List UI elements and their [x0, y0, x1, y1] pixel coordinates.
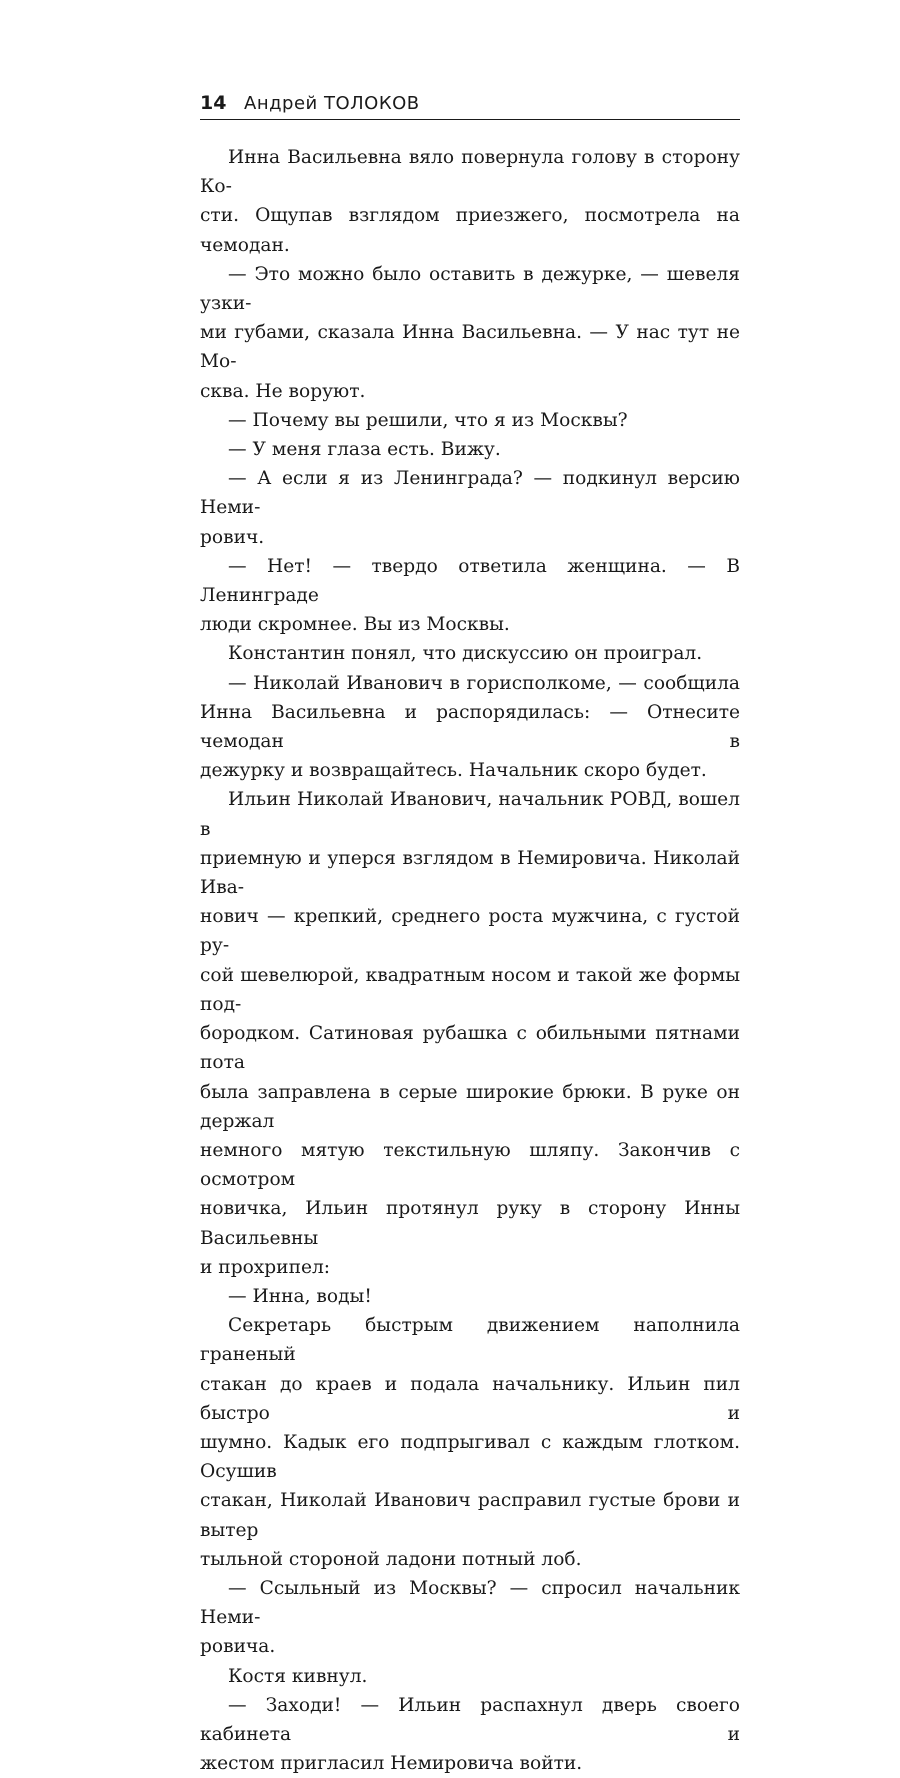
text-line: стакан, Николай Иванович расправил густые брови и вытер — [200, 1490, 740, 1541]
text-line: Инна Васильевна вяло повернула голову в сторону Ко- — [200, 147, 740, 198]
text-line: Секретарь быстрым движением наполнила граненый — [200, 1315, 740, 1366]
text-line: — Нет! — твердо ответила женщина. — В Ленинграде — [200, 555, 740, 607]
text-line: — Николай Иванович в горисполкоме, — сообщила — [228, 672, 740, 694]
text-line: нович — крепкий, среднего роста мужчина, с густой ру- — [200, 906, 740, 957]
text-line: ровича. — [200, 1636, 276, 1658]
text-line: — А если я из Ленинграда? — подкинул версию Неми- — [200, 468, 740, 519]
text-line: Ильин Николай Иванович, начальник РОВД, вошел в — [200, 789, 740, 840]
text-line: ми губами, сказала Инна Васильевна. — У нас тут не Мо- — [200, 322, 740, 373]
running-head: Андрей ТОЛОКОВ — [244, 93, 420, 114]
text-line: новичка, Ильин протянул руку в сторону Инны Васильевны — [200, 1198, 740, 1249]
text-line: шумно. Кадык его подпрыгивал с каждым глотком. Осушив — [200, 1431, 740, 1483]
text-line: люди скромнее. Вы из Москвы. — [200, 614, 510, 636]
text-line: приемную и уперся взглядом в Немировича. Николай Ива- — [200, 847, 740, 899]
text-line: — Заходи! — Ильин распахнул дверь своего кабинета и — [200, 1694, 740, 1745]
text-line: жестом пригласил Немировича войти. — [200, 1753, 583, 1775]
page-header — [200, 91, 740, 120]
body-text — [200, 143, 740, 1778]
text-line: Константин понял, что дискуссию он проиграл. — [228, 643, 703, 665]
text-line: тыльной стороной ладони потный лоб. — [200, 1548, 582, 1570]
text-line: Костя кивнул. — [228, 1665, 368, 1687]
text-line: была заправлена в серые широкие брюки. В руке он держал — [200, 1081, 740, 1132]
text-line: рович. — [200, 526, 265, 548]
text-line: — Почему вы решили, что я из Москвы? — [228, 409, 628, 431]
text-line: — Ссыльный из Москвы? — спросил начальник Неми- — [200, 1577, 740, 1629]
text-line: бородком. Сатиновая рубашка с обильными пятнами пота — [200, 1023, 740, 1074]
text-line: — Инна, воды! — [228, 1285, 372, 1307]
text-line: — Это можно было оставить в дежурке, — шевеля узки- — [200, 263, 740, 315]
text-line: сой шевелюрой, квадратным носом и такой же формы под- — [200, 964, 740, 1015]
text-line: сти. Ощупав взглядом приезжего, посмотрела на чемодан. — [200, 205, 740, 256]
text-line: стакан до краев и подала начальнику. Ильин пил быстро и — [200, 1373, 740, 1424]
text-line: и прохрипел: — [200, 1256, 331, 1278]
text-line: сква. Не воруют. — [200, 380, 366, 402]
text-line: Инна Васильевна и распорядилась: — Отнесите чемодан в — [200, 701, 740, 753]
text-line: — У меня глаза есть. Вижу. — [228, 439, 501, 461]
text-line: дежурку и возвращайтесь. Начальник скоро будет. — [200, 760, 707, 782]
text-line: немного мятую текстильную шляпу. Закончив с осмотром — [200, 1139, 740, 1191]
page-number: 14 — [200, 92, 227, 114]
